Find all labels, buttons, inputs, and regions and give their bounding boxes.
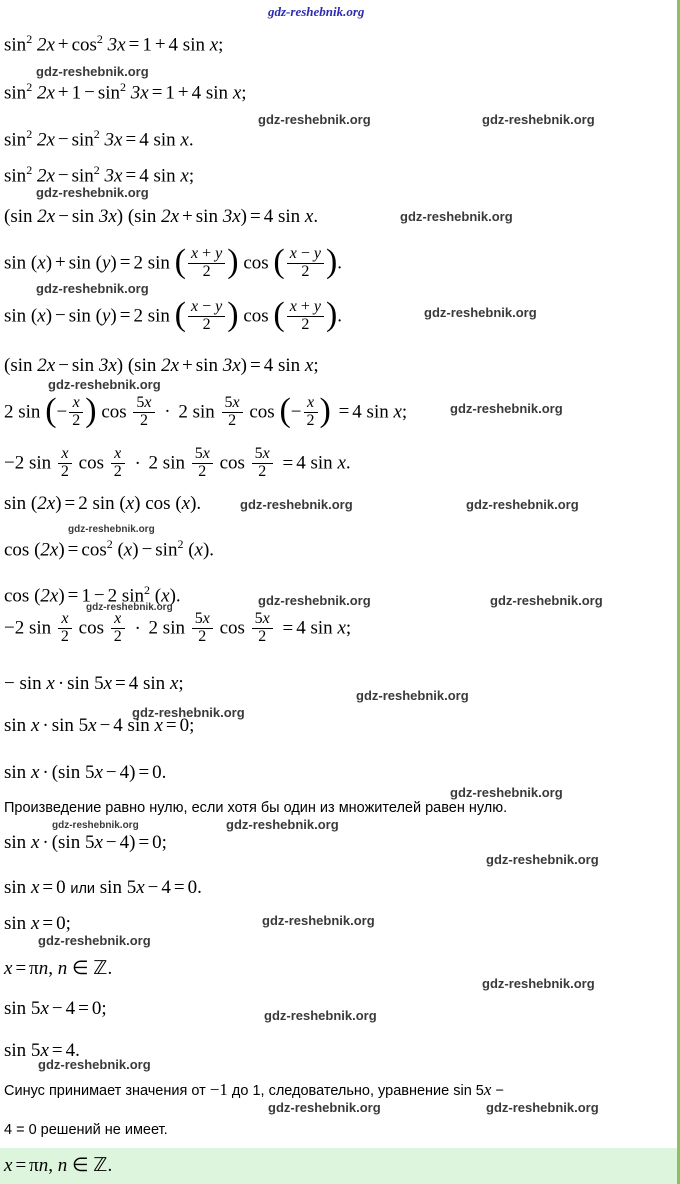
- math-line-14: −2 sin $\frac{x}{2}$ cos $\frac{x}{2}$ · 2 sin $\frac{5x}{2}$ cos $\frac{5x}{2}$ = 4 sin x;: [4, 610, 352, 645]
- math-line-12: $\cos (2x) = \cos^2 (x) - \sin^2 (x)$.: [4, 537, 215, 561]
- site-watermark: gdz-reshebnik.org: [482, 976, 595, 991]
- site-watermark: gdz-reshebnik.org: [36, 64, 149, 79]
- math-line-16: sin x · sin 5x − 4 sin x = 0;: [4, 715, 195, 736]
- site-watermark: gdz-reshebnik.org: [262, 913, 375, 928]
- math-line-17: sin x · (sin 5x − 4) = 0.: [4, 762, 167, 783]
- math-line-20: sin x = 0 или sin 5x − 4 = 0.: [4, 877, 202, 898]
- prose-zero-product: Произведение равно нулю, если хотя бы один из множителей равен нулю.: [4, 800, 508, 816]
- math-line-9: 2 sin (− $\frac{x}{2}$ ) cos $\frac{5x}{2}$ · 2 sin $\frac{5x}{2}$ cos (− $\frac{x}{2}$ ) = 4 sin x;: [4, 392, 408, 429]
- math-line-21: sin x = 0;: [4, 913, 71, 934]
- math-line-4: $\sin^2 2x - \sin^2 3x = 4$ sin x;: [4, 163, 195, 187]
- site-watermark: gdz-reshebnik.org: [226, 817, 339, 832]
- math-line-15: − sin x · sin 5x = 4 sin x;: [4, 673, 184, 694]
- prose-sine-range-line2: 4 = 0 решений не имеет.: [4, 1122, 168, 1138]
- math-line-3: $\sin^2 2x - \sin^2 3x = 4$ sin x.: [4, 127, 194, 151]
- prose-sine-range-part1: Синус принимает значения от: [4, 1083, 206, 1099]
- prose-sine-range-part3: −: [495, 1083, 504, 1099]
- site-watermark: gdz-reshebnik.org: [264, 1008, 377, 1023]
- math-line-2: $\sin^2 2x + 1 - \sin^2 3x = 1 + 4$ sin x;: [4, 80, 247, 104]
- math-line-22: x = πn, n ∈ ℤ.: [4, 958, 113, 979]
- math-line-5: (sin 2x − sin 3x) (sin 2x + sin 3x) = 4 sin x.: [4, 206, 319, 227]
- math-line-24: sin 5x = 4.: [4, 1040, 80, 1061]
- site-watermark: gdz-reshebnik.org: [86, 602, 173, 613]
- site-watermark: gdz-reshebnik.org: [486, 852, 599, 867]
- site-watermark: gdz-reshebnik.org: [258, 112, 371, 127]
- math-line-7: sin (x) − sin (y) = 2 sin ( $\frac{x - y}{2}$ ) cos ( $\frac{x + y}{2}$ ).: [4, 296, 343, 333]
- site-watermark: gdz-reshebnik.org: [240, 497, 353, 512]
- site-watermark: gdz-reshebnik.org: [424, 305, 537, 320]
- math-answer: x = πn, n ∈ ℤ.: [4, 1155, 113, 1176]
- site-watermark: gdz-reshebnik.org: [48, 377, 161, 392]
- site-watermark: gdz-reshebnik.org: [268, 1100, 381, 1115]
- math-line-10: −2 sin $\frac{x}{2}$ cos $\frac{x}{2}$ · 2 sin $\frac{5x}{2}$ cos $\frac{5x}{2}$ = 4 sin x.: [4, 445, 351, 480]
- math-line-8: (sin 2x − sin 3x) (sin 2x + sin 3x) = 4 sin x;: [4, 355, 319, 376]
- math-line-6: sin (x) + sin (y) = 2 sin ( $\frac{x + y}{2}$ ) cos ( $\frac{x - y}{2}$ ).: [4, 243, 343, 280]
- site-watermark: gdz-reshebnik.org: [490, 593, 603, 608]
- math-line-23: sin 5x − 4 = 0;: [4, 998, 107, 1019]
- site-watermark: gdz-reshebnik.org: [36, 281, 149, 296]
- site-watermark: gdz-reshebnik.org: [356, 688, 469, 703]
- prose-sine-range-part2: до 1, следовательно, уравнение sin 5: [231, 1083, 484, 1099]
- answer-band: [0, 1148, 677, 1184]
- site-watermark: gdz-reshebnik.org: [482, 112, 595, 127]
- math-line-1: $\sin^2 2x + \cos^2 3x = 1 + 4$ sin x;: [4, 32, 224, 56]
- site-watermark: gdz-reshebnik.org: [258, 593, 371, 608]
- site-watermark: gdz-reshebnik.org: [466, 497, 579, 512]
- site-watermark: gdz-reshebnik.org: [450, 401, 563, 416]
- math-line-11: sin (2x) = 2 sin (x) cos (x).: [4, 493, 202, 514]
- site-watermark: gdz-reshebnik.org: [38, 1057, 151, 1072]
- math-line-19: sin x · (sin 5x − 4) = 0;: [4, 832, 167, 853]
- site-watermark: gdz-reshebnik.org: [132, 705, 245, 720]
- site-watermark: gdz-reshebnik.org: [486, 1100, 599, 1115]
- site-watermark: gdz-reshebnik.org: [268, 4, 365, 19]
- site-watermark: gdz-reshebnik.org: [450, 785, 563, 800]
- site-watermark: gdz-reshebnik.org: [36, 185, 149, 200]
- site-watermark: gdz-reshebnik.org: [68, 524, 155, 535]
- site-watermark: gdz-reshebnik.org: [400, 209, 513, 224]
- site-watermark: gdz-reshebnik.org: [38, 933, 151, 948]
- math-line-13: cos (2x) = 1 − 2 $\sin^2 (x)$.: [4, 583, 181, 607]
- prose-sine-range-line1: Синус принимает значения от −1 до 1, следовательно, уравнение sin 5x −: [4, 1080, 504, 1099]
- site-watermark: gdz-reshebnik.org: [52, 820, 139, 831]
